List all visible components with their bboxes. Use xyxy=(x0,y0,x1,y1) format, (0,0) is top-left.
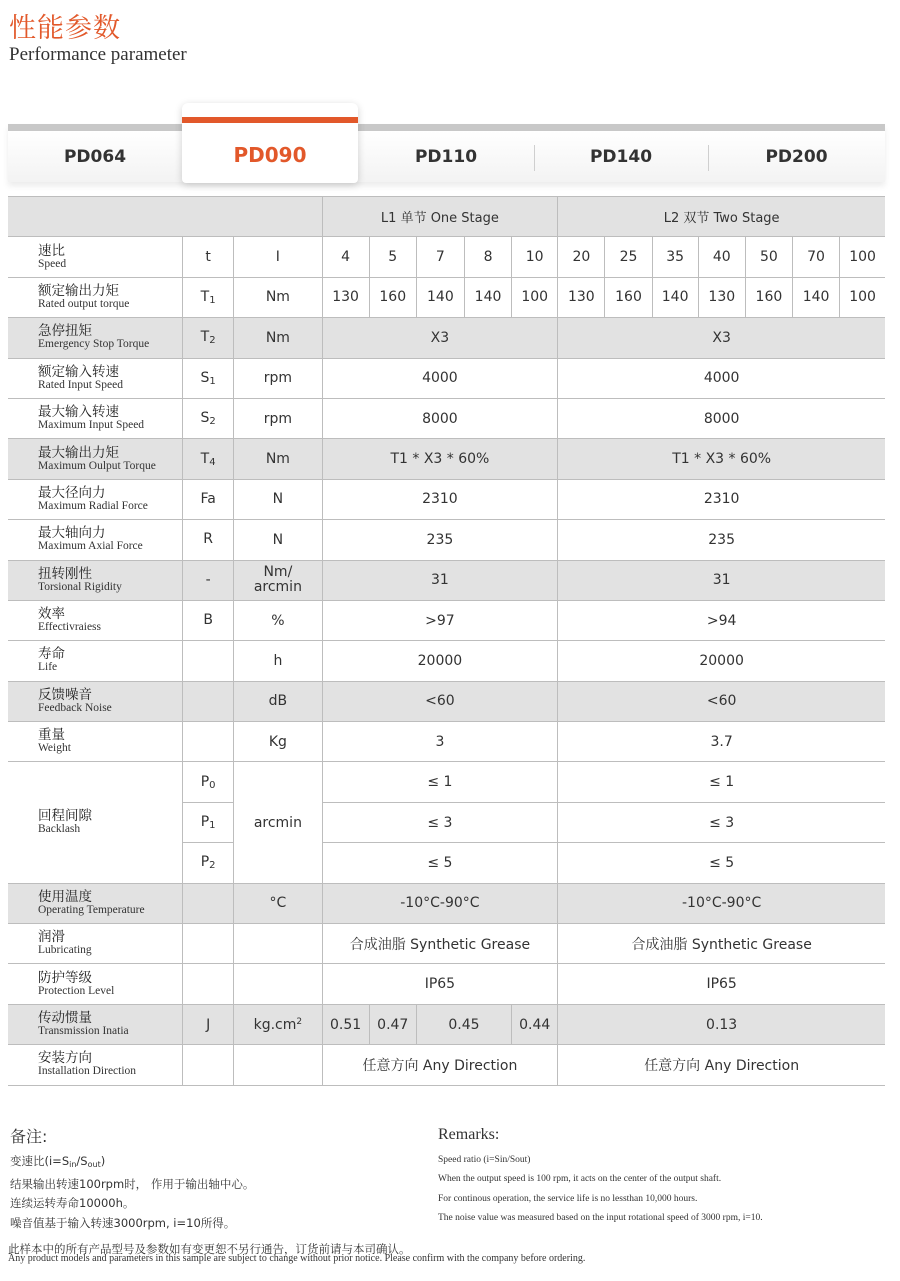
param-name-zh: 最大径向力 xyxy=(38,484,106,501)
tab-label: PD090 xyxy=(233,143,307,167)
param-unit: Kg xyxy=(234,722,322,762)
param-symbol xyxy=(183,318,234,358)
remarks-zh xyxy=(10,1152,254,1234)
table-row xyxy=(8,439,885,479)
footer-disclaimer-en: Any product models and parameters in this sample are subject to change without prior notice. Please confirm with the company before ordering. xyxy=(8,1253,586,1264)
value-cell: 100 xyxy=(840,277,885,317)
stage2-value: 2310 xyxy=(558,479,885,519)
param-name xyxy=(8,237,183,277)
param-symbol xyxy=(183,843,234,883)
value-cell: 160 xyxy=(605,277,652,317)
table-row-temperature xyxy=(8,883,885,923)
tab-label: PD200 xyxy=(765,146,828,167)
stage1-value: 合成油脂 Synthetic Grease xyxy=(322,924,558,964)
param-unit: % xyxy=(234,600,322,640)
table-row-lubricating xyxy=(8,924,885,964)
stage1-value: 31 xyxy=(322,560,558,600)
stage2-value: 0.13 xyxy=(558,1004,885,1044)
param-name-en: Weight xyxy=(38,742,71,755)
param-name-zh: 防护等级 xyxy=(38,969,92,986)
param-name-en: Protection Level xyxy=(38,984,115,997)
stage1-value: ≤ 5 xyxy=(322,843,558,883)
remark-line: When the output speed is 100 rpm, it acts on the center of the output shaft. xyxy=(438,1174,722,1185)
param-symbol xyxy=(183,722,234,762)
symbol-subscript: 0 xyxy=(209,779,216,791)
param-name-en: Maximum Oulput Torque xyxy=(38,459,156,472)
value-cell: 140 xyxy=(416,277,464,317)
param-name-zh: 使用温度 xyxy=(38,888,92,905)
param-symbol xyxy=(183,600,234,640)
value-cell: 130 xyxy=(698,277,745,317)
stage1-value: ≤ 1 xyxy=(322,762,558,802)
param-name-en: Feedback Noise xyxy=(38,701,112,714)
value-cell: 0.44 xyxy=(512,1004,558,1044)
table-row-speed xyxy=(8,237,885,277)
param-unit xyxy=(234,1004,322,1044)
param-symbol xyxy=(183,964,234,1004)
param-name-en: Emergency Stop Torque xyxy=(38,338,150,351)
value-cell: 35 xyxy=(652,237,698,277)
param-name-en: Maximum Axial Force xyxy=(38,540,143,553)
value-cell: 8 xyxy=(464,237,511,277)
stage1-value: -10°C-90°C xyxy=(322,883,558,923)
table-row xyxy=(8,641,885,681)
tab-pd110[interactable] xyxy=(358,131,534,182)
param-unit: N xyxy=(234,520,322,560)
stage1-value: 3 xyxy=(322,722,558,762)
active-tab-indicator xyxy=(182,117,358,123)
param-name xyxy=(8,722,183,762)
param-name xyxy=(8,681,183,721)
param-unit xyxy=(234,924,322,964)
value-cell: 100 xyxy=(512,277,558,317)
performance-table xyxy=(8,196,885,1086)
param-name-zh: 反馈噪音 xyxy=(38,686,92,703)
stage2-value: IP65 xyxy=(558,964,885,1004)
param-name-zh: 重量 xyxy=(38,727,65,744)
param-name-zh: 效率 xyxy=(38,606,65,623)
param-symbol xyxy=(183,398,234,438)
stage1-value: 235 xyxy=(322,520,558,560)
value-cell: 50 xyxy=(745,237,792,277)
param-name-zh: 最大输出力矩 xyxy=(38,444,119,461)
table-row-rated-torque xyxy=(8,277,885,317)
param-name xyxy=(8,1045,183,1085)
stage1-value: 8000 xyxy=(322,398,558,438)
remark-line: 连续运转寿命10000h。 xyxy=(10,1196,135,1211)
table-row xyxy=(8,358,885,398)
param-name xyxy=(8,439,183,479)
param-name-en: Rated Input Speed xyxy=(38,378,123,391)
param-unit xyxy=(234,964,322,1004)
param-symbol xyxy=(183,560,234,600)
stage2-value: ≤ 5 xyxy=(558,843,885,883)
page-title-en: Performance parameter xyxy=(9,44,187,65)
tab-label: PD110 xyxy=(414,146,478,167)
stage2-value: 20000 xyxy=(558,641,885,681)
symbol-subscript: 2 xyxy=(209,335,216,347)
param-unit: I xyxy=(234,237,322,277)
value-cell: 5 xyxy=(369,237,416,277)
param-unit: Nm xyxy=(234,277,322,317)
value-cell: 4 xyxy=(322,237,369,277)
value-cell: 7 xyxy=(416,237,464,277)
param-name xyxy=(8,318,183,358)
table-row xyxy=(8,479,885,519)
header-blank xyxy=(8,197,322,237)
param-name xyxy=(8,1004,183,1044)
remark-text: 变速比(i=S xyxy=(10,1154,70,1168)
param-unit: °C xyxy=(234,883,322,923)
param-unit: Nm xyxy=(234,439,322,479)
symbol-text: B xyxy=(203,612,213,629)
remark-subscript: out xyxy=(87,1160,101,1169)
stage2-value: ≤ 1 xyxy=(558,762,885,802)
stage2-value: 合成油脂 Synthetic Grease xyxy=(558,924,885,964)
remark-line xyxy=(10,1152,254,1175)
symbol-text: S xyxy=(200,369,210,386)
value-cell: 130 xyxy=(322,277,369,317)
param-name xyxy=(8,398,183,438)
symbol-subscript: 2 xyxy=(209,860,216,872)
remark-line: 噪音值基于输入转速3000rpm, i=10所得。 xyxy=(10,1216,236,1231)
param-unit: dB xyxy=(234,681,322,721)
param-symbol xyxy=(183,681,234,721)
param-name-zh: 最大输入转速 xyxy=(38,404,119,421)
param-name-en: Life xyxy=(38,661,58,674)
param-symbol xyxy=(183,883,234,923)
table-row xyxy=(8,560,885,600)
stage2-value: ≤ 3 xyxy=(558,802,885,842)
param-name-en: Rated output torque xyxy=(38,297,130,310)
param-name-zh: 扭转刚性 xyxy=(38,565,92,582)
param-symbol xyxy=(183,641,234,681)
value-cell: 0.47 xyxy=(369,1004,416,1044)
stage1-value: 20000 xyxy=(322,641,558,681)
param-name xyxy=(8,277,183,317)
symbol-text: S xyxy=(200,410,210,427)
param-name-en: Backlash xyxy=(38,823,81,836)
param-name-en: Installation Direction xyxy=(38,1065,137,1078)
stage2-value: 8000 xyxy=(558,398,885,438)
unit-superscript: 2 xyxy=(296,1016,303,1027)
param-name-zh: 回程间隙 xyxy=(38,808,92,825)
tab-pd140[interactable] xyxy=(534,131,708,182)
param-name xyxy=(8,762,183,883)
stage1-value: <60 xyxy=(322,681,558,721)
param-name xyxy=(8,924,183,964)
param-name-zh: 润滑 xyxy=(38,929,65,946)
param-symbol xyxy=(183,520,234,560)
symbol-subscript: 1 xyxy=(209,820,216,832)
param-name-en: Effectivraiess xyxy=(38,621,102,634)
stage1-value: 4000 xyxy=(322,358,558,398)
stage2-value: 235 xyxy=(558,520,885,560)
table-row-direction xyxy=(8,1045,885,1085)
param-symbol xyxy=(183,1045,234,1085)
stage1-value: T1 * X3 * 60% xyxy=(322,439,558,479)
table-row xyxy=(8,722,885,762)
param-name xyxy=(8,479,183,519)
symbol-subscript: 1 xyxy=(209,294,216,306)
symbol-text: T xyxy=(200,450,210,467)
param-name-zh: 最大轴向力 xyxy=(38,525,106,542)
table-row-inertia xyxy=(8,1004,885,1044)
param-symbol xyxy=(183,479,234,519)
param-symbol: J xyxy=(183,1004,234,1044)
tab-pd064[interactable] xyxy=(8,131,182,182)
remark-subscript: in xyxy=(69,1160,77,1169)
symbol-text: P xyxy=(200,814,210,831)
param-unit: Nm/ arcmin xyxy=(234,560,322,600)
stage2-value: X3 xyxy=(558,318,885,358)
stage1-header: L1 单节 One Stage xyxy=(322,197,558,237)
param-name-zh: 额定输出力矩 xyxy=(38,282,119,299)
stage2-header: L2 双节 Two Stage xyxy=(558,197,885,237)
param-name xyxy=(8,883,183,923)
symbol-text: P xyxy=(200,773,210,790)
value-cell: 160 xyxy=(745,277,792,317)
table-row-protection xyxy=(8,964,885,1004)
param-name xyxy=(8,560,183,600)
table-row-backlash xyxy=(8,762,885,802)
param-name-zh: 传动惯量 xyxy=(38,1010,92,1026)
param-name-zh: 急停扭矩 xyxy=(38,323,92,340)
stage2-value: <60 xyxy=(558,681,885,721)
param-name-zh: 安装方向 xyxy=(38,1050,92,1067)
tab-pd200[interactable] xyxy=(708,131,885,182)
value-cell: 160 xyxy=(369,277,416,317)
remark-line: For continous operation, the service life is no lessthan 10,000 hours. xyxy=(438,1193,698,1204)
stage2-value: 任意方向 Any Direction xyxy=(558,1045,885,1085)
table-row xyxy=(8,318,885,358)
param-symbol: t xyxy=(183,237,234,277)
symbol-text: P xyxy=(200,854,210,871)
model-tab-bar xyxy=(8,124,885,182)
table-header-row xyxy=(8,197,885,237)
symbol-subscript: 1 xyxy=(209,375,216,387)
tab-pd090-active[interactable] xyxy=(182,103,358,183)
stage2-value: 4000 xyxy=(558,358,885,398)
param-name xyxy=(8,641,183,681)
stage2-value: 31 xyxy=(558,560,885,600)
remark-text: /S xyxy=(76,1154,88,1168)
param-unit: h xyxy=(234,641,322,681)
symbol-text: T xyxy=(200,329,210,346)
value-cell: 140 xyxy=(792,277,839,317)
stage1-value: IP65 xyxy=(322,964,558,1004)
table-row xyxy=(8,681,885,721)
param-unit: N xyxy=(234,479,322,519)
param-unit: rpm xyxy=(234,398,322,438)
table-row xyxy=(8,520,885,560)
remark-line: Speed ratio (i=Sin/Sout) xyxy=(438,1155,531,1165)
param-symbol xyxy=(183,358,234,398)
symbol-subscript: 2 xyxy=(209,416,216,428)
stage2-value: -10°C-90°C xyxy=(558,883,885,923)
param-name-zh: 额定输入转速 xyxy=(38,363,119,380)
unit-text: kg.cm xyxy=(253,1016,297,1033)
param-symbol xyxy=(183,924,234,964)
param-unit: Nm xyxy=(234,318,322,358)
symbol-text: T xyxy=(200,288,210,305)
stage2-value: 3.7 xyxy=(558,722,885,762)
value-cell: 140 xyxy=(652,277,698,317)
param-symbol xyxy=(183,802,234,842)
symbol-text: R xyxy=(203,531,213,548)
symbol-subscript: 4 xyxy=(209,456,216,468)
param-name-en: Operating Temperature xyxy=(38,903,145,916)
param-name-zh: 速比 xyxy=(38,242,65,259)
remark-line: 结果输出转速100rpm时， 作用于输出轴中心。 xyxy=(10,1176,255,1191)
param-symbol xyxy=(183,439,234,479)
stage1-value: >97 xyxy=(322,600,558,640)
param-name-zh: 寿命 xyxy=(38,646,65,663)
remark-text: ) xyxy=(100,1154,106,1168)
table-row xyxy=(8,398,885,438)
remarks-title-zh: 备注: xyxy=(10,1127,48,1146)
param-symbol xyxy=(183,277,234,317)
value-cell: 130 xyxy=(558,277,605,317)
stage1-value: 2310 xyxy=(322,479,558,519)
param-name xyxy=(8,600,183,640)
remarks-title-en: Remarks: xyxy=(438,1126,500,1143)
symbol-text: Fa xyxy=(200,490,216,507)
param-name-en: Maximum Input Speed xyxy=(38,419,145,432)
tab-label: PD140 xyxy=(589,146,653,167)
stage1-value: X3 xyxy=(322,318,558,358)
page-title-zh: 性能参数 xyxy=(9,13,121,44)
param-name-en: Transmission Inatia xyxy=(38,1025,129,1037)
stage1-value: 任意方向 Any Direction xyxy=(322,1045,558,1085)
value-cell: 140 xyxy=(464,277,511,317)
stage1-value: ≤ 3 xyxy=(322,802,558,842)
symbol-text: - xyxy=(205,571,211,588)
param-unit xyxy=(234,1045,322,1085)
value-cell: 100 xyxy=(840,237,885,277)
value-cell: 20 xyxy=(558,237,605,277)
value-cell: 0.45 xyxy=(416,1004,511,1044)
param-name-en: Maximum Radial Force xyxy=(38,499,148,512)
remarks-en xyxy=(438,1151,763,1229)
value-cell: 70 xyxy=(792,237,839,277)
value-cell: 40 xyxy=(698,237,745,277)
table-row xyxy=(8,600,885,640)
stage2-value: T1 * X3 * 60% xyxy=(558,439,885,479)
param-symbol xyxy=(183,762,234,802)
param-unit: rpm xyxy=(234,358,322,398)
stage2-value: >94 xyxy=(558,600,885,640)
tab-label: PD064 xyxy=(63,146,127,167)
footer-disclaimer-zh: 此样本中的所有产品型号及参数如有变更恕不另行通告，订货前请与本司确认。 xyxy=(8,1242,411,1256)
value-cell: 25 xyxy=(605,237,652,277)
value-cell: 0.51 xyxy=(322,1004,369,1044)
value-cell: 10 xyxy=(512,237,558,277)
param-name xyxy=(8,358,183,398)
param-unit: arcmin xyxy=(234,762,322,883)
param-name-en: Speed xyxy=(38,257,67,270)
param-name-en: Torsional Rigidity xyxy=(38,580,122,593)
param-name xyxy=(8,520,183,560)
param-name xyxy=(8,964,183,1004)
param-name-en: Lubricating xyxy=(38,944,92,957)
remark-line: The noise value was measured based on the input rotational speed of 3000 rpm, i=10. xyxy=(438,1213,763,1224)
